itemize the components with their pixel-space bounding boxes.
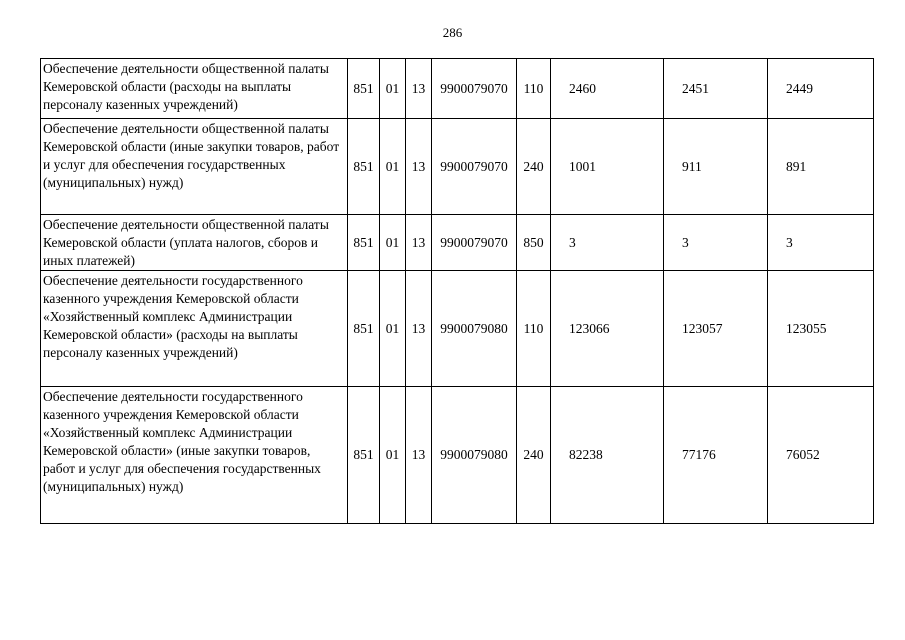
table-row xyxy=(41,59,874,119)
amount-3: 123055 xyxy=(768,271,874,387)
target-code: 9900079080 xyxy=(432,387,517,524)
section-code: 01 xyxy=(380,387,406,524)
section-code: 01 xyxy=(380,215,406,271)
row-description: Обеспечение деятельности государственного казенного учреждения Кемеровской области «Хозяйственный комплекс Администрации Кемеровской области» (расходы на выплаты персоналу казенных учреждений) xyxy=(41,271,348,387)
amount-3: 76052 xyxy=(768,387,874,524)
expense-type-code: 240 xyxy=(517,387,551,524)
ministry-code: 851 xyxy=(348,271,380,387)
amount-1: 1001 xyxy=(551,119,664,215)
target-code: 9900079070 xyxy=(432,59,517,119)
amount-1: 82238 xyxy=(551,387,664,524)
subsection-code: 13 xyxy=(406,59,432,119)
amount-2: 123057 xyxy=(664,271,768,387)
page-number: 286 xyxy=(442,25,463,40)
expense-type-code: 850 xyxy=(517,215,551,271)
ministry-code: 851 xyxy=(348,215,380,271)
amount-2: 911 xyxy=(664,119,768,215)
table-row xyxy=(41,215,874,271)
amount-1: 123066 xyxy=(551,271,664,387)
row-description: Обеспечение деятельности общественной палаты Кемеровской области (уплата налогов, сборов и иных платежей) xyxy=(41,215,348,271)
table-row xyxy=(41,387,874,524)
ministry-code: 851 xyxy=(348,119,380,215)
subsection-code: 13 xyxy=(406,215,432,271)
amount-2: 2451 xyxy=(664,59,768,119)
amount-2: 3 xyxy=(664,215,768,271)
expense-type-code: 110 xyxy=(517,59,551,119)
amount-1: 3 xyxy=(551,215,664,271)
target-code: 9900079070 xyxy=(432,119,517,215)
expense-type-code: 240 xyxy=(517,119,551,215)
row-description: Обеспечение деятельности общественной палаты Кемеровской области (расходы на выплаты персоналу казенных учреждений) xyxy=(41,59,348,119)
subsection-code: 13 xyxy=(406,387,432,524)
subsection-code: 13 xyxy=(406,119,432,215)
row-description: Обеспечение деятельности общественной палаты Кемеровской области (иные закупки товаров, работ и услуг для обеспечения государственных (муниципальных) нужд) xyxy=(41,119,348,215)
amount-3: 891 xyxy=(768,119,874,215)
amount-1: 2460 xyxy=(551,59,664,119)
expense-type-code: 110 xyxy=(517,271,551,387)
row-description: Обеспечение деятельности государственного казенного учреждения Кемеровской области «Хозяйственный комплекс Администрации Кемеровской области» (иные закупки товаров, работ и услуг для обеспечения государственных (муниципальных) нужд) xyxy=(41,387,348,524)
ministry-code: 851 xyxy=(348,59,380,119)
section-code: 01 xyxy=(380,271,406,387)
section-code: 01 xyxy=(380,119,406,215)
amount-2: 77176 xyxy=(664,387,768,524)
table-row xyxy=(41,271,874,387)
amount-3: 2449 xyxy=(768,59,874,119)
ministry-code: 851 xyxy=(348,387,380,524)
target-code: 9900079070 xyxy=(432,215,517,271)
subsection-code: 13 xyxy=(406,271,432,387)
budget-table xyxy=(40,58,874,524)
table-row xyxy=(41,119,874,215)
target-code: 9900079080 xyxy=(432,271,517,387)
amount-3: 3 xyxy=(768,215,874,271)
section-code: 01 xyxy=(380,59,406,119)
